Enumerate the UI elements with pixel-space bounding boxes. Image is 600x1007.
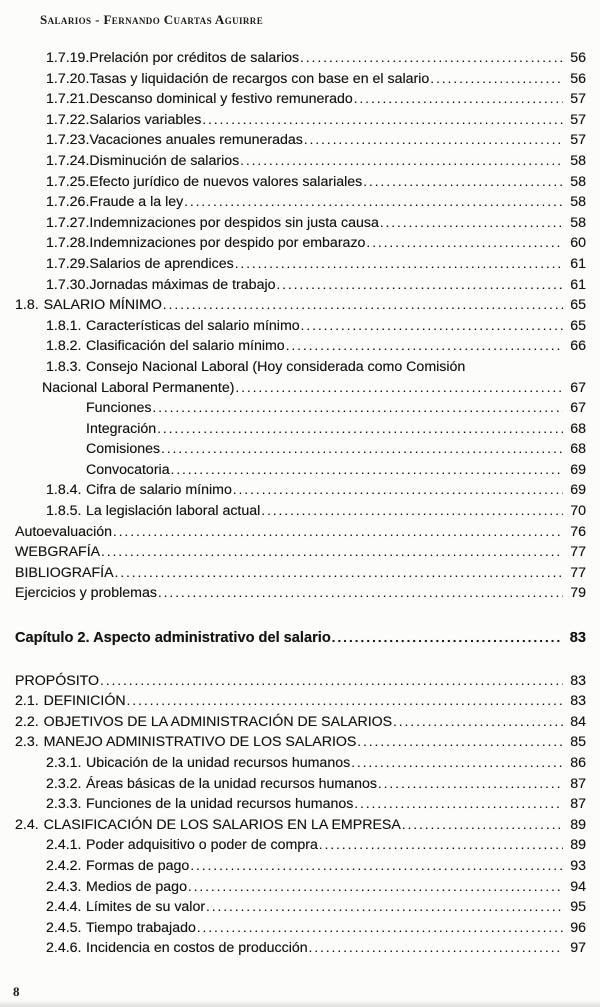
- toc-dot-leader: [158, 583, 563, 604]
- toc-entry-page-ref: 95: [570, 899, 586, 916]
- toc-entry-number: 1.7.27.: [46, 214, 90, 231]
- toc-entry-number: 2.4.2.: [46, 857, 82, 874]
- toc-entry-page-ref: 69: [570, 482, 586, 499]
- toc-entry-page-ref: 60: [570, 235, 586, 252]
- toc-entry-number: 1.8.: [15, 297, 39, 314]
- toc-dot-leader: [301, 316, 563, 337]
- toc-entry-title: Funciones: [86, 400, 152, 417]
- toc-dot-leader: [300, 48, 563, 69]
- toc-entry-number: 1.8.3.: [46, 358, 82, 375]
- toc-dot-leader: [393, 712, 563, 733]
- toc-entry-page-ref: 58: [570, 173, 586, 190]
- toc-entry-number: 1.7.20.: [46, 70, 90, 87]
- toc-entry-page-ref: 65: [570, 297, 586, 314]
- toc-entry-page-ref: 77: [570, 564, 586, 581]
- toc-entry-number: 1.8.1.: [46, 317, 82, 334]
- toc-dot-leader: [240, 151, 563, 172]
- toc-entry-title: Efecto jurídico de nuevos valores salariales: [89, 173, 363, 190]
- toc-entry-page-ref: 97: [570, 940, 586, 957]
- toc-entry: [15, 542, 586, 563]
- toc-dot-leader: [233, 480, 563, 501]
- toc-dot-leader: [363, 172, 563, 193]
- toc-dot-leader: [202, 110, 563, 131]
- toc-entry-page-ref: 58: [570, 194, 586, 211]
- toc-entry-number: 1.7.21.: [46, 91, 90, 108]
- toc-entry-page-ref: 57: [570, 91, 586, 108]
- toc-dot-leader: [261, 501, 563, 522]
- toc-entry: [15, 48, 586, 69]
- toc-entry: [15, 192, 586, 213]
- toc-dot-leader: [152, 398, 563, 419]
- toc-entry: [15, 938, 586, 959]
- toc-entry: [15, 501, 586, 522]
- toc-entry-title: La legislación laboral actual: [86, 503, 261, 520]
- toc-entry-number: 2.1.: [15, 693, 39, 710]
- toc-entry-title: Integración: [86, 420, 157, 437]
- toc-entry-number: 1.7.26.: [46, 194, 90, 211]
- toc-entry: [15, 815, 586, 836]
- toc-entry-title: Indemnizaciones por despidos sin justa causa: [89, 214, 379, 231]
- toc-entry-title: Nacional Laboral Permanente): [42, 379, 235, 396]
- toc-entry-title: BIBLIOGRAFÍA: [15, 564, 114, 581]
- toc-dot-leader: [113, 522, 563, 543]
- toc-dot-leader: [163, 295, 563, 316]
- toc-entry-page-ref: 89: [570, 837, 586, 854]
- toc-entry: [15, 69, 586, 90]
- toc-entry-number: 1.7.22.: [46, 111, 90, 128]
- toc-entry-title: Fraude a la ley: [89, 194, 184, 211]
- toc-entry-title: Incidencia en costos de producción: [86, 940, 308, 957]
- toc-entry-page-ref: 68: [570, 441, 586, 458]
- toc-entry-page-ref: 70: [570, 503, 586, 520]
- toc-entry-number: 1.7.30.: [46, 276, 90, 293]
- toc-entry: [15, 522, 586, 543]
- toc-dot-leader: [354, 89, 563, 110]
- toc-entry-title: Tasas y liquidación de recargos con base en el salario: [89, 70, 430, 87]
- toc-entry-number: 2.3.2.: [46, 775, 82, 792]
- toc-entry-title: WEBGRAFÍA: [15, 544, 101, 561]
- toc-dot-leader: [115, 563, 563, 584]
- toc-entry: [15, 419, 586, 440]
- toc-entry-title: Salarios de aprendices: [89, 255, 234, 272]
- toc-entry-title: Clasificación del salario mínimo: [86, 338, 285, 355]
- toc-entry-page-ref: 94: [570, 878, 586, 895]
- page-number: 8: [13, 984, 20, 999]
- toc-entry-title: Ubicación de la unidad recursos humanos: [86, 755, 351, 771]
- toc-entry-title: MANEJO ADMINISTRATIVO DE LOS SALARIOS: [43, 734, 357, 751]
- toc-entry: [15, 130, 586, 151]
- toc-entry-title: Formas de pago: [86, 857, 190, 874]
- toc-entry-number: 1.7.28.: [46, 235, 90, 252]
- toc-entry-page-ref: 77: [570, 544, 586, 561]
- toc-entry: [15, 378, 586, 399]
- toc-dot-leader: [286, 336, 563, 357]
- toc-dot-leader: [100, 671, 563, 692]
- toc-entry: [15, 774, 586, 795]
- toc-entry-number: 1.8.2.: [46, 338, 82, 355]
- toc-entry-page-ref: 83: [569, 630, 586, 647]
- toc-entry-title: Cifra de salario mínimo: [86, 482, 232, 499]
- toc-entry: [15, 89, 586, 110]
- toc-entry: [15, 794, 586, 815]
- toc-entry-page-ref: 65: [570, 317, 586, 334]
- toc-entry-page-ref: 83: [570, 672, 586, 689]
- toc-dot-leader: [206, 897, 563, 918]
- toc-dot-leader: [101, 542, 563, 563]
- toc-entry-page-ref: 87: [570, 796, 586, 813]
- toc-entry-number: 2.4.5.: [46, 919, 82, 936]
- toc-entry-page-ref: 67: [570, 400, 586, 417]
- toc-entry: [15, 671, 586, 692]
- toc-entry-page-ref: 61: [570, 255, 586, 272]
- toc-entry-number: 2.2.: [15, 713, 39, 730]
- toc-entry-page-ref: 58: [570, 152, 586, 169]
- toc-entry: [15, 835, 586, 856]
- toc-dot-leader: [197, 918, 563, 939]
- toc-entry-number: 2.4.4.: [46, 899, 82, 916]
- toc-entry: [15, 918, 586, 939]
- toc-entry-title: OBJETIVOS DE LA ADMINISTRACIÓN DE SALARIOS: [43, 713, 393, 730]
- toc-dot-leader: [354, 794, 563, 815]
- toc-entry: [15, 357, 586, 378]
- toc-entry-number: 2.3.1.: [46, 755, 82, 771]
- toc-dot-leader: [188, 877, 563, 898]
- toc-entry: [15, 691, 586, 712]
- toc-entry-title: Jornadas máximas de trabajo: [89, 276, 276, 293]
- toc-entry-title: Poder adquisitivo o poder de compra: [86, 837, 318, 854]
- toc-entry-title: Funciones de la unidad recursos humanos: [86, 796, 354, 813]
- toc-entry-page-ref: 57: [570, 132, 586, 149]
- toc-entry-title: Características del salario mínimo: [86, 317, 300, 334]
- toc-entry-number: 1.7.23.: [46, 132, 90, 149]
- toc-entry: [15, 583, 586, 604]
- toc-entry-title: Ejercicios y problemas: [15, 585, 157, 602]
- toc-entry-number: 2.3.: [15, 734, 39, 751]
- toc-dot-leader: [378, 774, 563, 795]
- toc-entry: [15, 213, 586, 234]
- table-of-contents: [15, 48, 586, 959]
- toc-entry-title: Vacaciones anuales remuneradas: [89, 132, 303, 149]
- toc-entry-title: Comisiones: [86, 441, 161, 458]
- toc-dot-leader: [402, 815, 563, 836]
- toc-entry-title: Capítulo 2. Aspecto administrativo del salario: [15, 630, 331, 647]
- toc-dot-leader: [235, 254, 563, 275]
- toc-entry-number: 1.8.5.: [46, 503, 82, 520]
- toc-entry-title: PROPÓSITO: [15, 672, 100, 689]
- toc-dot-leader: [309, 938, 563, 959]
- toc-entry: [15, 753, 586, 774]
- toc-entry-title: Medios de pago: [86, 878, 187, 895]
- toc-entry: [15, 439, 586, 460]
- toc-entry: [15, 732, 586, 753]
- toc-entry-page-ref: 66: [570, 338, 586, 355]
- toc-entry: [15, 460, 586, 481]
- toc-dot-leader: [304, 130, 563, 151]
- toc-entry-page-ref: 58: [570, 214, 586, 231]
- toc-entry: [15, 295, 586, 316]
- toc-dot-leader: [184, 192, 563, 213]
- toc-entry-number: 2.4.1.: [46, 837, 82, 854]
- toc-entry-page-ref: 57: [570, 111, 586, 128]
- toc-entry-title: Autoevaluación: [15, 523, 113, 540]
- toc-entry: [15, 233, 586, 254]
- toc-entry: [15, 480, 586, 501]
- toc-entry-number: 2.4.3.: [46, 878, 82, 895]
- toc-entry: [15, 628, 586, 649]
- toc-entry-page-ref: 83: [570, 693, 586, 710]
- toc-dot-leader: [277, 275, 564, 296]
- running-header-book-title: Salarios - Fernando Cuartas Aguirre: [40, 12, 264, 27]
- page-bottom-scan-shadow: [0, 1000, 600, 1007]
- toc-entry-title: Descanso dominical y festivo remunerado: [89, 91, 353, 108]
- toc-entry: [15, 563, 586, 584]
- toc-entry-title: Disminución de salarios: [89, 152, 240, 169]
- toc-entry: [15, 712, 586, 733]
- toc-dot-leader: [161, 439, 563, 460]
- toc-entry-page-ref: 93: [570, 857, 586, 874]
- toc-dot-leader: [366, 233, 563, 254]
- toc-dot-leader: [127, 691, 563, 712]
- toc-entry: [15, 336, 586, 357]
- toc-entry: [15, 897, 586, 918]
- toc-entry-page-ref: 84: [570, 713, 586, 730]
- toc-entry: [15, 254, 586, 275]
- toc-entry-title: Prelación por créditos de salarios: [89, 50, 300, 66]
- toc-entry-number: 1.8.4.: [46, 482, 82, 499]
- toc-dot-leader: [190, 856, 563, 877]
- toc-entry-page-ref: 56: [570, 70, 586, 87]
- toc-dot-leader: [332, 628, 563, 649]
- toc-entry-number: 1.7.24.: [46, 152, 90, 169]
- toc-entry: [15, 316, 586, 337]
- toc-entry-number: 1.7.19.: [46, 50, 90, 66]
- toc-dot-leader: [157, 419, 563, 440]
- toc-entry-number: 2.3.3.: [46, 796, 82, 813]
- toc-entry-page-ref: 76: [570, 523, 586, 540]
- toc-entry-title: SALARIO MÍNIMO: [43, 297, 162, 314]
- toc-dot-leader: [430, 69, 563, 90]
- toc-entry: [15, 151, 586, 172]
- toc-entry-title: Tiempo trabajado: [86, 919, 196, 936]
- toc-entry-page-ref: 96: [570, 919, 586, 936]
- toc-entry-page-ref: 68: [570, 420, 586, 437]
- toc-entry-title: Áreas básicas de la unidad recursos humanos: [86, 775, 378, 792]
- toc-entry-page-ref: 69: [570, 461, 586, 478]
- toc-entry-page-ref: 67: [570, 379, 586, 396]
- toc-entry: [15, 275, 586, 296]
- toc-entry-page-ref: 86: [570, 755, 586, 771]
- toc-entry: [15, 877, 586, 898]
- toc-entry-title: Convocatoria: [86, 461, 170, 478]
- toc-entry-number: 2.4.6.: [46, 940, 82, 957]
- toc-entry: [15, 856, 586, 877]
- toc-entry-title: Límites de su valor: [86, 899, 206, 916]
- toc-entry-page-ref: 89: [570, 816, 586, 833]
- toc-dot-leader: [380, 213, 563, 234]
- toc-entry: [15, 172, 586, 193]
- toc-entry-page-ref: 85: [570, 734, 586, 751]
- toc-entry-page-ref: 56: [570, 50, 586, 66]
- toc-entry-title: Indemnizaciones por despido por embarazo: [89, 235, 366, 252]
- toc-entry-number: 1.7.25.: [46, 173, 90, 190]
- toc-entry-page-ref: 87: [570, 775, 586, 792]
- toc-entry-number: 2.4.: [15, 816, 39, 833]
- toc-entry-number: 1.7.29.: [46, 255, 90, 272]
- toc-entry-title: Salarios variables: [89, 111, 202, 128]
- toc-entry: [15, 110, 586, 131]
- toc-entry-title: DEFINICIÓN: [43, 693, 126, 710]
- toc-entry-page-ref: 61: [570, 276, 586, 293]
- toc-dot-leader: [235, 378, 563, 399]
- toc-dot-leader: [351, 753, 563, 774]
- toc-dot-leader: [171, 460, 563, 481]
- toc-entry: [15, 398, 586, 419]
- toc-entry-page-ref: 79: [570, 585, 586, 602]
- toc-dot-leader: [319, 835, 563, 856]
- toc-entry-title: CLASIFICACIÓN DE LOS SALARIOS EN LA EMPRESA: [43, 816, 401, 833]
- toc-entry-title: Consejo Nacional Laboral (Hoy considerada como Comisión: [86, 358, 466, 375]
- toc-dot-leader: [357, 732, 563, 753]
